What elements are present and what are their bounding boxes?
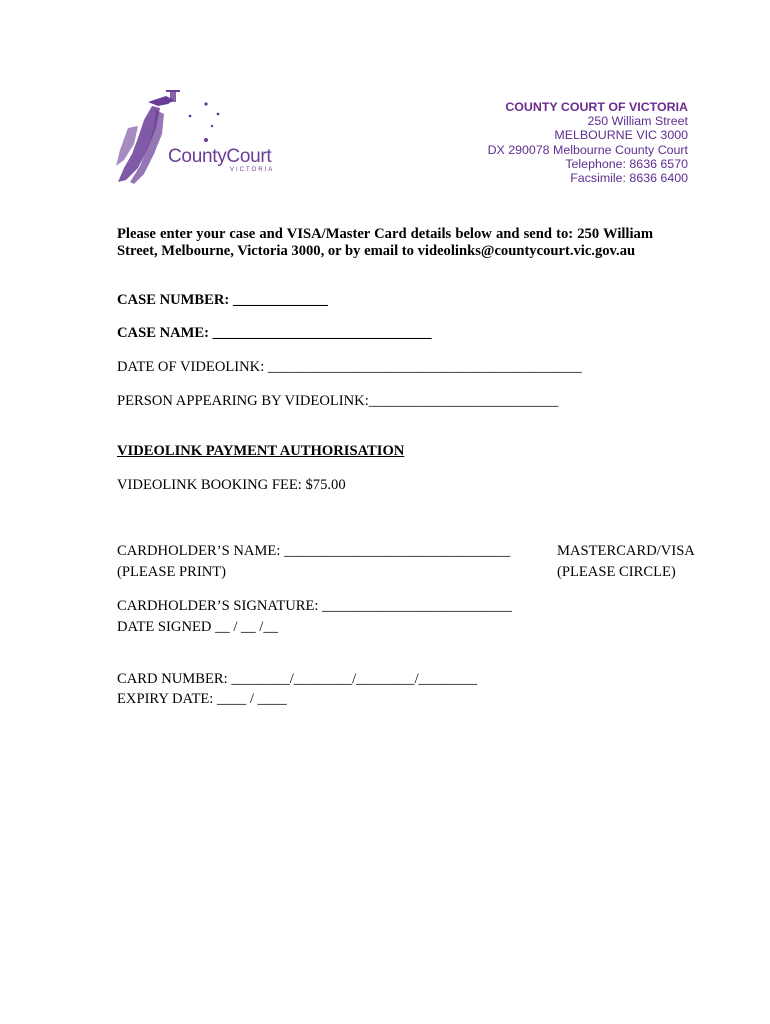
dx-address: DX 290078 Melbourne County Court [487,142,688,157]
case-name-field[interactable]: CASE NAME: ______________________________ [117,325,432,341]
expiry-date-field[interactable]: EXPIRY DATE: ____ / ____ [117,691,287,707]
card-number-field[interactable]: CARD NUMBER: ________/________/________/________ [117,671,477,687]
booking-fee: VIDEOLINK BOOKING FEE: $75.00 [117,477,346,493]
please-print-label: (PLEASE PRINT) [117,564,227,580]
justice-figure-icon [108,88,298,188]
date-signed-field[interactable]: DATE SIGNED __ / __ /__ [117,619,278,635]
county-court-logo [108,88,298,188]
court-address-block [488,100,688,185]
person-appearing-field[interactable]: PERSON APPEARING BY VIDEOLINK:__________________________ [117,393,559,409]
please-circle-label: (PLEASE CIRCLE) [557,564,676,580]
logo-subtitle: VICTORIA [230,167,275,173]
instructions-paragraph: Please enter your case and VISA/Master Card details below and send to: 250 William Street, Melbourne, Victoria 3000, or by email to videolinks@countycourt.vic.gov.au [117,226,653,259]
city-address: MELBOURNE VIC 3000 [554,128,688,143]
logo-wordmark: CountyCourt [168,146,272,167]
street-address: 250 William Street [587,114,688,129]
facsimile: Facsimile: 8636 6400 [570,171,688,186]
payment-heading: VIDEOLINK PAYMENT AUTHORISATION [117,443,405,459]
cardholder-name-field[interactable]: CARDHOLDER’S NAME: _______________________________ [117,543,511,559]
cardholder-signature-field[interactable]: CARDHOLDER’S SIGNATURE: __________________________ [117,598,512,614]
telephone: Telephone: 8636 6570 [565,156,688,171]
date-of-videolink-field[interactable]: DATE OF VIDEOLINK: ___________________________________________ [117,359,582,375]
card-type-option[interactable]: MASTERCARD/VISA [557,543,695,559]
case-number-field[interactable]: CASE NUMBER: _____________ [117,292,328,308]
court-name: COUNTY COURT OF VICTORIA [505,100,688,114]
